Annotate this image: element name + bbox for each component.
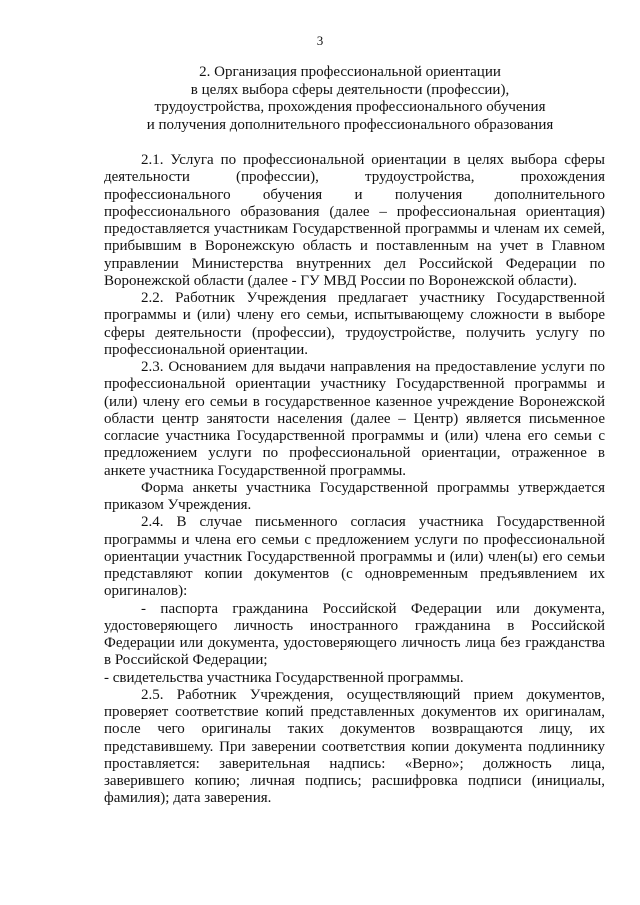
page-number: 3 <box>316 33 324 48</box>
paragraph-2-1: 2.1. Услуга по профессиональной ориентации в целях выбора сферы деятельности (профессии), трудоустройства, прохождения профессионального обучения и получения дополнительного профессионального образования (далее – профессиональная ориентация) предоставляется участникам Государственной программы и членам их семей, прибывшим в Воронежскую область и поставленным на учет в Главном управлении Министерства внутренних дел Российской Федерации по Воронежской области (далее - ГУ МВД России по Воронежской области). <box>104 152 605 289</box>
heading-line: трудоустройства, прохождения профессионального обучения <box>154 99 546 115</box>
list-item-passport: - паспорта гражданина Российской Федерации или документа, удостоверяющего личность иностранного гражданина в Российской Федерации или документа, удостоверяющего личность лица без гражданства в Российской Федерации; <box>104 600 605 669</box>
paragraph-2-4: 2.4. В случае письменного согласия участника Государственной программы и члена его семьи с предложением услуги по профессиональной ориентации участник Государственной программы и (или) член(ы) его семьи представляют копии документов (с одновременным предъявлением их оригиналов): <box>104 514 605 600</box>
heading-line: в целях выбора сферы деятельности (профессии), <box>190 81 510 98</box>
heading-line: 2. Организация профессиональной ориентации <box>199 64 501 80</box>
paragraph-2-2: 2.2. Работник Учреждения предлагает участнику Государственной программы и (или) члену его семьи, испытывающему сложности в выборе сферы деятельности (профессии), трудоустройстве, получить услугу по профессиональной ориентации. <box>104 290 605 358</box>
list-item-certificate: - свидетельства участника Государственной программы. <box>104 669 464 686</box>
paragraph-form-note: Форма анкеты участника Государственной программы утверждается приказом Учреждения. <box>104 479 605 513</box>
heading-line: и получения дополнительного профессионального образования <box>146 116 554 133</box>
section-heading <box>95 64 605 134</box>
document-body <box>104 152 605 808</box>
paragraph-2-5: 2.5. Работник Учреждения, осуществляющий прием документов, проверяет соответствие копий представленных документов их оригиналам, после чего оригиналы таких документов возвращаются лицу, их представившему. При заверении соответствия копии документа подлиннику проставляется: заверительная надпись: «Верно»; должность лица, заверившего копию; личная подпись; расшифровка подписи (инициалы, фамилия); дата заверения. <box>104 686 605 807</box>
paragraph-2-3: 2.3. Основанием для выдачи направления на предоставление услуги по профессиональной ориентации участнику Государственной программы и (или) члену его семьи в государственное казенное учреждение Воронежской области центр занятости населения (далее – Центр) является письменное согласие участника Государственной программы и (или) члена его семьи с предложением услуги по профессиональной ориентации, отраженное в анкете участника Государственной программы. <box>104 359 605 479</box>
